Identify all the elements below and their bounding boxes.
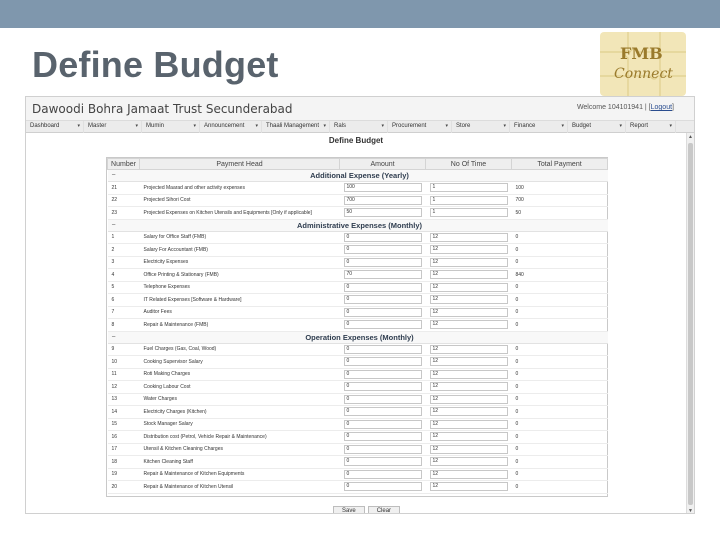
no-of-time-input[interactable]: 12 [430, 270, 508, 279]
amount-input[interactable]: 0 [344, 320, 422, 329]
amount-cell [340, 381, 426, 394]
amount-input[interactable]: 0 [344, 308, 422, 317]
menu-label: Store [456, 123, 471, 129]
no-of-time-input[interactable]: 12 [430, 233, 508, 242]
amount-input[interactable]: 0 [344, 245, 422, 254]
amount-cell [340, 231, 426, 244]
no-of-time-input[interactable]: 12 [430, 432, 508, 441]
puzzle-pattern [600, 32, 686, 96]
welcome-text: Welcome 104101941 [576, 104, 643, 111]
column-header-payment-head: Payment Head [140, 159, 340, 170]
amount-cell [340, 431, 426, 444]
no-of-time-input[interactable]: 12 [430, 445, 508, 454]
menu-label: Procurement [392, 123, 427, 129]
amount-cell [340, 269, 426, 282]
table-header-row [108, 159, 608, 170]
slide-top-band [0, 0, 720, 28]
scrollbar-thumb[interactable] [688, 143, 693, 505]
menu-rals[interactable] [330, 121, 388, 133]
menu-label: Budget [572, 123, 592, 129]
row-number: 14 [108, 406, 140, 419]
amount-input[interactable]: 0 [344, 370, 422, 379]
total-payment: 0 [512, 481, 608, 494]
total-payment: 0 [512, 456, 608, 469]
no-of-time-input[interactable]: 1 [430, 196, 508, 205]
no-of-time-cell [426, 319, 512, 332]
menu-dashboard[interactable] [26, 121, 84, 133]
no-of-time-input[interactable]: 12 [430, 308, 508, 317]
total-payment: 0 [512, 319, 608, 332]
page-heading: Define Budget [328, 136, 384, 145]
no-of-time-cell [426, 468, 512, 481]
row-number: 4 [108, 269, 140, 282]
menu-label: Finance [514, 123, 536, 129]
table-row [108, 418, 608, 431]
no-of-time-input[interactable]: 12 [430, 420, 508, 429]
payment-head: Distribution cost (Petrol, Vehicle Repair & Maintenance) [140, 431, 340, 444]
amount-cell [340, 207, 426, 220]
row-number: 21 [108, 182, 140, 195]
payment-head: Salary for Office Staff (FMB) [140, 231, 340, 244]
row-number: 22 [108, 194, 140, 207]
total-payment: 0 [512, 393, 608, 406]
fmb-connect-logo [600, 32, 686, 96]
caret-down-icon: ▾ [77, 123, 80, 129]
amount-cell [340, 294, 426, 307]
row-number: 9 [108, 343, 140, 356]
total-payment: 0 [512, 468, 608, 481]
payment-head: Office Printing & Stationary (FMB) [140, 269, 340, 282]
no-of-time-input[interactable]: 12 [430, 245, 508, 254]
payment-head: Repair & Maintenance (FMB) [140, 319, 340, 332]
column-header-no-of-time: No Of Time [426, 159, 512, 170]
table-row [108, 319, 608, 332]
no-of-time-input[interactable]: 12 [430, 357, 508, 366]
total-payment: 0 [512, 343, 608, 356]
table-row [108, 381, 608, 394]
no-of-time-cell [426, 207, 512, 220]
menu-announcement[interactable] [200, 121, 262, 133]
no-of-time-cell [426, 294, 512, 307]
payment-head: Utensil & Kitchen Cleaning Charges [140, 443, 340, 456]
no-of-time-cell [426, 381, 512, 394]
table-row [108, 406, 608, 419]
payment-head: Stock Manager Salary [140, 418, 340, 431]
column-header-amount: Amount [340, 159, 426, 170]
main-menu-bar [26, 121, 695, 133]
minus-icon[interactable]: − [111, 221, 116, 229]
budget-grid [106, 157, 608, 497]
column-header-total-payment: Total Payment [512, 159, 608, 170]
amount-cell [340, 443, 426, 456]
no-of-time-input[interactable]: 12 [430, 283, 508, 292]
amount-input[interactable]: 0 [344, 357, 422, 366]
payment-head: Projected Maarad and other activity expenses [140, 182, 340, 195]
menu-budget[interactable] [568, 121, 626, 133]
caret-down-icon: ▾ [255, 123, 258, 129]
total-payment: 0 [512, 356, 608, 369]
group-title: Operation Expenses (Monthly) [305, 332, 414, 342]
amount-cell [340, 418, 426, 431]
no-of-time-cell [426, 231, 512, 244]
group-row [108, 219, 608, 231]
row-number: 19 [108, 468, 140, 481]
form-buttons [333, 506, 400, 514]
payment-head: Projected Sihori Cost [140, 194, 340, 207]
caret-down-icon: ▾ [503, 123, 506, 129]
organization-name: Dawoodi Bohra Jamaat Trust Secunderabad [32, 102, 293, 116]
group-cell [108, 331, 608, 343]
payment-head: IT Related Expenses [Software & Hardware] [140, 294, 340, 307]
row-number: 16 [108, 431, 140, 444]
caret-down-icon: ▾ [193, 123, 196, 129]
row-number: 7 [108, 306, 140, 319]
payment-head: Electricity Expenses [140, 256, 340, 269]
row-number: 1 [108, 231, 140, 244]
total-payment: 0 [512, 281, 608, 294]
caret-down-icon: ▾ [619, 123, 622, 129]
group-row [108, 331, 608, 343]
table-row [108, 182, 608, 195]
no-of-time-input[interactable]: 1 [430, 208, 508, 217]
table-row [108, 443, 608, 456]
row-number: 15 [108, 418, 140, 431]
no-of-time-input[interactable]: 1 [430, 183, 508, 192]
no-of-time-cell [426, 269, 512, 282]
total-payment: 0 [512, 306, 608, 319]
row-number: 11 [108, 368, 140, 381]
no-of-time-input[interactable]: 12 [430, 482, 508, 491]
total-payment: 0 [512, 381, 608, 394]
group-title: Administrative Expenses (Monthly) [296, 220, 423, 230]
row-number: 17 [108, 443, 140, 456]
amount-input[interactable]: 70 [344, 270, 422, 279]
no-of-time-cell [426, 306, 512, 319]
payment-head: Kitchen Cleaning Staff [140, 456, 340, 469]
amount-cell [340, 281, 426, 294]
group-cell [108, 170, 608, 182]
menu-label: Mumin [146, 123, 165, 129]
no-of-time-cell [426, 194, 512, 207]
menu-thaali-management[interactable] [262, 121, 330, 133]
payment-head: Cooking Labour Cost [140, 381, 340, 394]
budget-table [107, 158, 608, 494]
total-payment: 0 [512, 256, 608, 269]
amount-cell [340, 368, 426, 381]
table-row [108, 468, 608, 481]
table-row [108, 431, 608, 444]
app-window [25, 96, 695, 514]
amount-input[interactable]: 0 [344, 258, 422, 267]
amount-input[interactable]: 0 [344, 382, 422, 391]
no-of-time-input[interactable]: 12 [430, 395, 508, 404]
payment-head: Auditor Fees [140, 306, 340, 319]
caret-down-icon: ▾ [381, 123, 384, 129]
caret-down-icon: ▾ [669, 123, 672, 129]
row-number: 10 [108, 356, 140, 369]
table-row [108, 456, 608, 469]
logo-text-fmb: FMB [620, 44, 663, 63]
total-payment: 0 [512, 418, 608, 431]
no-of-time-cell [426, 393, 512, 406]
minus-icon[interactable]: − [111, 172, 116, 179]
menu-label: Report [630, 123, 649, 129]
logo-text-connect: Connect [614, 66, 673, 82]
no-of-time-input[interactable]: 12 [430, 470, 508, 479]
table-row [108, 368, 608, 381]
app-header [26, 97, 695, 121]
menu-store[interactable] [452, 121, 510, 133]
slide-title: Define Budget [32, 44, 279, 85]
table-body [108, 170, 608, 494]
no-of-time-cell [426, 456, 512, 469]
table-row [108, 393, 608, 406]
table-row [108, 207, 608, 220]
menu-label: Dashboard [30, 123, 60, 129]
amount-input[interactable]: 0 [344, 445, 422, 454]
row-number: 2 [108, 244, 140, 257]
payment-head: Salary For Accountant (FMB) [140, 244, 340, 257]
no-of-time-input[interactable]: 12 [430, 345, 508, 354]
caret-down-icon: ▾ [323, 123, 326, 129]
total-payment: 100 [512, 182, 608, 195]
no-of-time-cell [426, 443, 512, 456]
caret-down-icon: ▾ [135, 123, 138, 129]
row-number: 18 [108, 456, 140, 469]
amount-input[interactable]: 100 [344, 183, 422, 192]
amount-cell [340, 393, 426, 406]
amount-input[interactable]: 0 [344, 295, 422, 304]
vertical-scrollbar[interactable] [686, 133, 694, 514]
total-payment: 0 [512, 443, 608, 456]
payment-head: Water Charges [140, 393, 340, 406]
row-number: 23 [108, 207, 140, 220]
table-row [108, 244, 608, 257]
amount-cell [340, 182, 426, 195]
menu-report[interactable] [626, 121, 676, 133]
menu-label: Rals [334, 123, 347, 129]
no-of-time-input[interactable]: 12 [430, 382, 508, 391]
amount-cell [340, 356, 426, 369]
group-cell [108, 219, 608, 231]
amount-cell [340, 406, 426, 419]
payment-head: Fuel Charges (Gas, Coal, Wood) [140, 343, 340, 356]
caret-down-icon: ▾ [445, 123, 448, 129]
amount-input[interactable]: 0 [344, 345, 422, 354]
amount-cell [340, 306, 426, 319]
payment-head: Cooking Supervisor Salary [140, 356, 340, 369]
logout-link[interactable]: Logout [650, 104, 673, 111]
no-of-time-cell [426, 182, 512, 195]
total-payment: 0 [512, 231, 608, 244]
menu-finance[interactable] [510, 121, 568, 133]
row-number: 5 [108, 281, 140, 294]
row-number: 20 [108, 481, 140, 494]
menu-label: Master [88, 123, 107, 129]
amount-input[interactable]: 0 [344, 482, 422, 491]
menu-label: Announcement [204, 123, 245, 129]
payment-head: Repair & Maintenance of Kitchen Utensil [140, 481, 340, 494]
row-number: 13 [108, 393, 140, 406]
amount-input[interactable]: 50 [344, 208, 422, 217]
amount-cell [340, 343, 426, 356]
table-row [108, 294, 608, 307]
total-payment: 700 [512, 194, 608, 207]
table-row [108, 269, 608, 282]
amount-cell [340, 481, 426, 494]
no-of-time-cell [426, 368, 512, 381]
total-payment: 840 [512, 269, 608, 282]
payment-head: Roti Making Charges [140, 368, 340, 381]
table-row [108, 194, 608, 207]
no-of-time-cell [426, 418, 512, 431]
table-row [108, 256, 608, 269]
save-button[interactable]: Save [333, 506, 365, 514]
amount-cell [340, 468, 426, 481]
no-of-time-cell [426, 356, 512, 369]
no-of-time-input[interactable]: 12 [430, 407, 508, 416]
menu-master[interactable] [84, 121, 142, 133]
total-payment: 0 [512, 244, 608, 257]
total-payment: 0 [512, 368, 608, 381]
menu-procurement[interactable] [388, 121, 452, 133]
arrow-up-icon[interactable]: ▲ [688, 134, 693, 140]
total-payment: 0 [512, 294, 608, 307]
no-of-time-cell [426, 256, 512, 269]
payment-head: Telephone Expenses [140, 281, 340, 294]
table-row [108, 481, 608, 494]
amount-cell [340, 194, 426, 207]
row-number: 6 [108, 294, 140, 307]
no-of-time-cell [426, 343, 512, 356]
no-of-time-cell [426, 481, 512, 494]
amount-cell [340, 256, 426, 269]
no-of-time-cell [426, 281, 512, 294]
row-number: 8 [108, 319, 140, 332]
caret-down-icon: ▾ [561, 123, 564, 129]
payment-head: Electricity Charges (Kitchen) [140, 406, 340, 419]
total-payment: 0 [512, 406, 608, 419]
amount-cell [340, 456, 426, 469]
menu-mumin[interactable] [142, 121, 200, 133]
table-row [108, 281, 608, 294]
no-of-time-cell [426, 431, 512, 444]
payment-head: Projected Expenses on Kitchen Utensils and Equipments [Only if applicable] [140, 207, 340, 220]
minus-icon[interactable]: − [111, 333, 116, 341]
amount-input[interactable]: 0 [344, 233, 422, 242]
amount-input[interactable]: 0 [344, 395, 422, 404]
amount-input[interactable]: 700 [344, 196, 422, 205]
amount-input[interactable]: 0 [344, 432, 422, 441]
no-of-time-input[interactable]: 12 [430, 457, 508, 466]
table-row [108, 343, 608, 356]
total-payment: 0 [512, 431, 608, 444]
no-of-time-input[interactable]: 12 [430, 370, 508, 379]
no-of-time-input[interactable]: 12 [430, 320, 508, 329]
table-row [108, 356, 608, 369]
menu-label: Thaali Management [266, 123, 320, 129]
arrow-down-icon[interactable]: ▼ [688, 508, 693, 514]
amount-input[interactable]: 0 [344, 470, 422, 479]
row-number: 12 [108, 381, 140, 394]
column-header-number: Number [108, 159, 140, 170]
table-row [108, 306, 608, 319]
table-row [108, 231, 608, 244]
no-of-time-cell [426, 244, 512, 257]
no-of-time-cell [426, 406, 512, 419]
total-payment: 50 [512, 207, 608, 220]
amount-cell [340, 244, 426, 257]
no-of-time-input[interactable]: 12 [430, 258, 508, 267]
group-row [108, 170, 608, 182]
group-title: Additional Expense (Yearly) [310, 171, 409, 180]
amount-input[interactable]: 0 [344, 457, 422, 466]
amount-input[interactable]: 0 [344, 420, 422, 429]
amount-input[interactable]: 0 [344, 283, 422, 292]
payment-head: Repair & Maintenance of Kitchen Equipments [140, 468, 340, 481]
row-number: 3 [108, 256, 140, 269]
no-of-time-input[interactable]: 12 [430, 295, 508, 304]
welcome-area: Welcome 104101941 | [Logout] [576, 104, 674, 111]
amount-input[interactable]: 0 [344, 407, 422, 416]
clear-button[interactable]: Clear [368, 506, 400, 514]
amount-cell [340, 319, 426, 332]
